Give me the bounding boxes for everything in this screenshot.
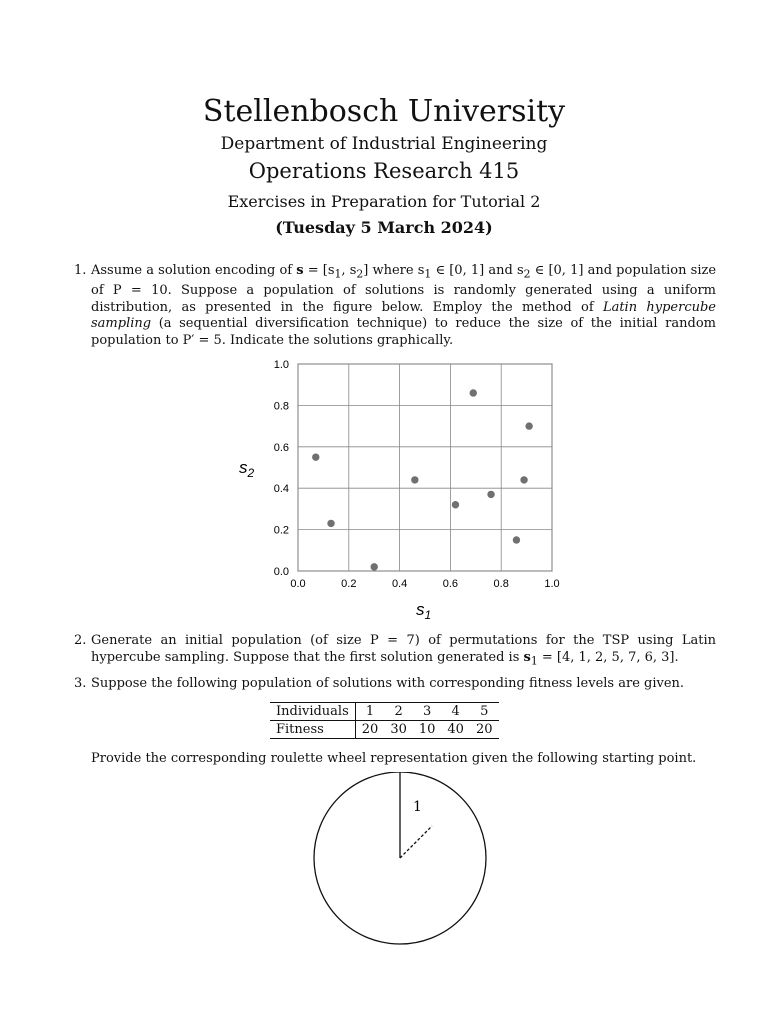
table-cell: 10 [413, 721, 442, 739]
fitness-table [270, 702, 499, 739]
question-1 [74, 263, 716, 349]
tutorial-date: (Tuesday 5 March 2024) [275, 218, 493, 237]
y-tick-label: 0.8 [273, 400, 289, 413]
question-text: Suppose the following population of solutions with corresponding fitness levels are given. [91, 676, 685, 691]
data-point [513, 536, 520, 543]
table-row-header: Individuals [270, 703, 355, 721]
segment-boundary-dashed [400, 826, 432, 858]
y-tick-label: 1.0 [273, 359, 289, 371]
question-2 [74, 633, 716, 670]
table-cell: 3 [413, 703, 442, 721]
data-point [520, 476, 527, 483]
question-number: 1. [74, 263, 87, 278]
table-cell: 30 [384, 721, 413, 739]
university-title: Stellenbosch University [202, 94, 566, 129]
course-name: Operations Research 415 [248, 159, 520, 183]
department-name: Department of Industrial Engineering [220, 134, 548, 154]
table-cell: 1 [355, 703, 384, 721]
question-3 [74, 676, 716, 693]
x-tick-label: 0.2 [341, 578, 357, 590]
roulette-wheel [300, 772, 500, 952]
table-cell: 40 [441, 721, 470, 739]
roulette-instruction: Provide the corresponding roulette wheel representation given the following starting point. [91, 751, 697, 766]
question-number: 2. [74, 633, 87, 648]
y-tick-label: 0.2 [273, 524, 289, 537]
data-point [470, 389, 477, 396]
data-point [312, 453, 319, 460]
table-row-individuals [270, 703, 499, 721]
data-point [452, 501, 459, 508]
question-number: 3. [74, 676, 87, 691]
scatter-plot [230, 352, 570, 622]
question-text: Assume a solution encoding of $s = [s_1$, $s_2$] where $s_1$ ∈ [0, 1] and $s_2$ ∈ [0, 1] and population size of P = 10. Suppose a population of solutions is randomly generated using a uniform distribution, as presented in the figure below. Employ the method of Latin hypercube sampling (a sequential diversification technique) to reduce the size of the initial random population to P′ = 5. Indicate the solutions graphically. [91, 263, 717, 348]
y-tick-label: 0.4 [273, 483, 289, 496]
data-point [411, 476, 418, 483]
segment-label: 1 [413, 799, 422, 815]
table-cell: 5 [470, 703, 499, 721]
data-point [371, 563, 378, 570]
data-point [327, 520, 334, 527]
x-tick-label: 0.0 [290, 578, 306, 590]
x-tick-label: 0.6 [442, 578, 459, 590]
table-cell: 4 [441, 703, 470, 721]
y-tick-label: 0.0 [273, 566, 289, 578]
table-cell: 2 [384, 703, 413, 721]
x-tick-label: 0.4 [391, 578, 408, 590]
question-text: Generate an initial population (of size P = 7) of permutations for the TSP using Latin hypercube sampling. Suppose that the first solution generated is $s_1 = [4$, 1, 2, 5, 7, 6, 3]. [91, 633, 716, 668]
x-tick-label: 0.8 [493, 578, 509, 590]
x-axis-label: $s_1$ [416, 600, 432, 622]
data-point [487, 491, 494, 498]
table-cell: 20 [470, 721, 499, 739]
table-row-header: Fitness [270, 721, 355, 739]
data-point [525, 422, 532, 429]
table-row-fitness [270, 721, 499, 739]
exercise-subtitle: Exercises in Preparation for Tutorial 2 [227, 192, 541, 211]
y-axis-label: $s_2$ [239, 458, 255, 480]
table-cell: 20 [355, 721, 384, 739]
y-tick-label: 0.6 [273, 441, 289, 454]
x-tick-label: 1.0 [544, 578, 560, 590]
